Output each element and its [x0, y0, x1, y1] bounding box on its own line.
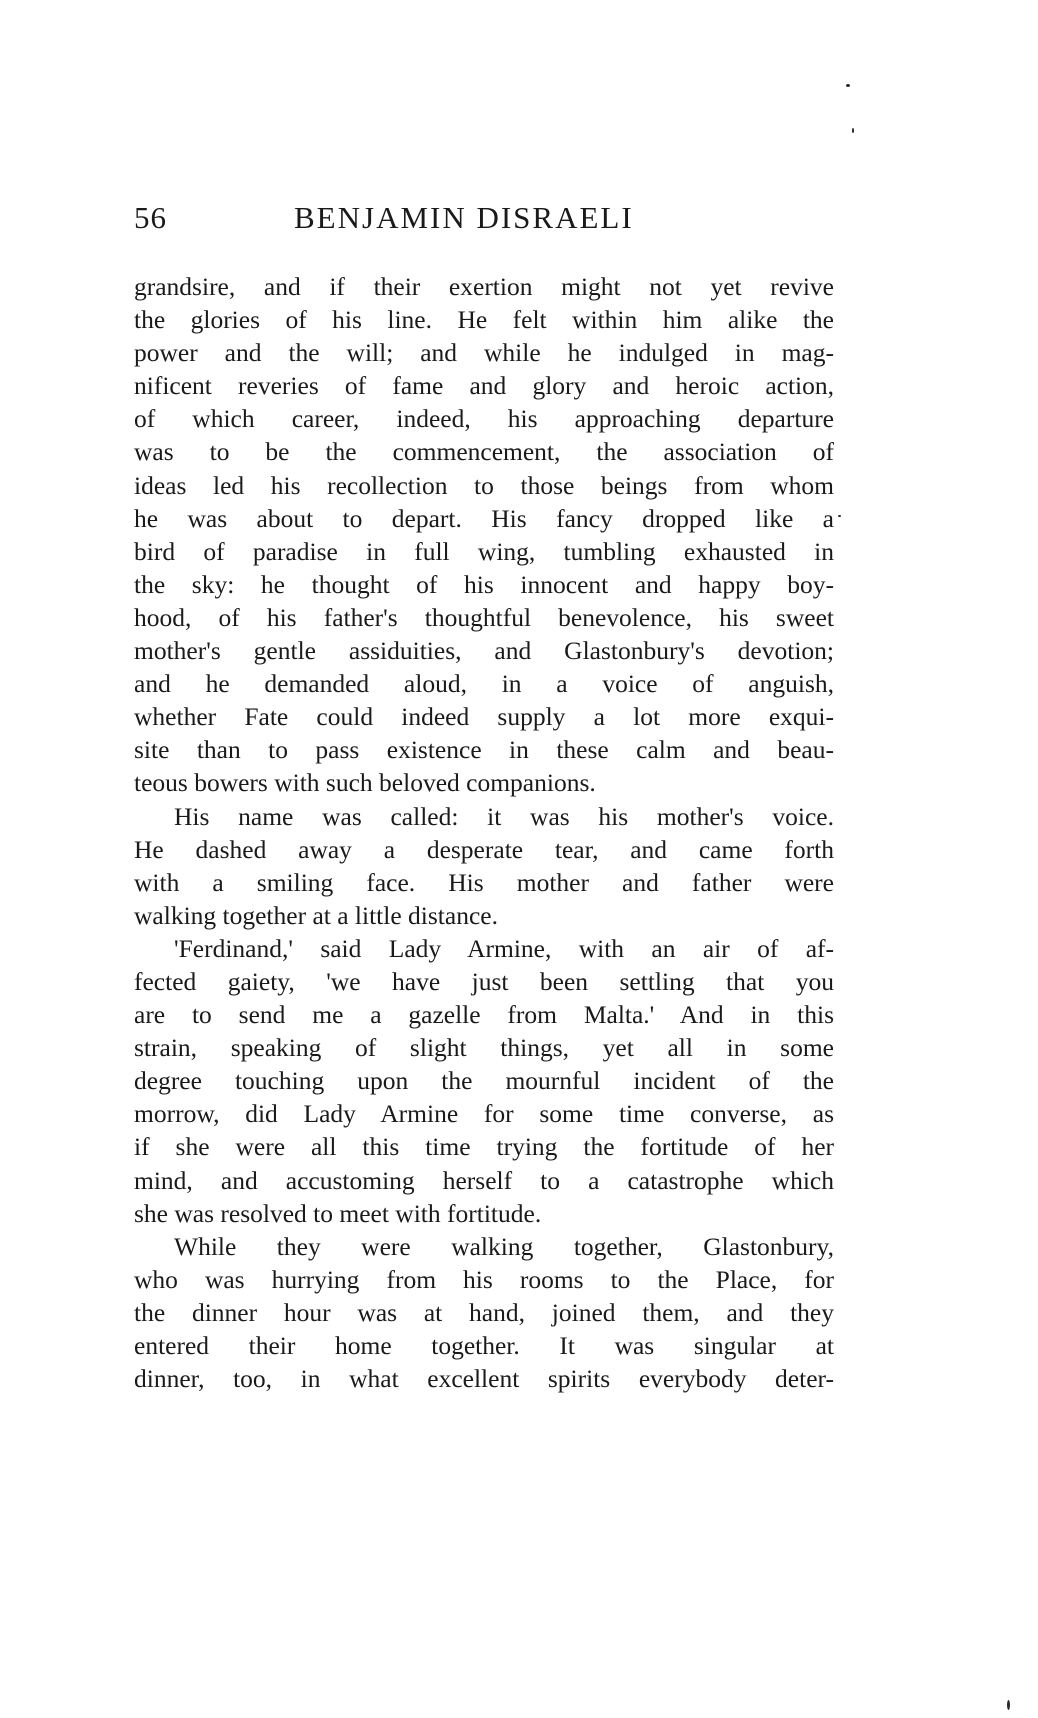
text-line: bird of paradise in full wing, tumbling exhausted in — [134, 536, 834, 566]
text-line: are to send me a gazelle from Malta.' And in this — [134, 1000, 834, 1030]
paragraph-end-line: teous bowers with such beloved companions. — [134, 768, 596, 798]
text-line: dinner, too, in what excellent spirits everybody deter- — [134, 1364, 834, 1394]
paragraph-end-line: she was resolved to meet with fortitude. — [134, 1198, 542, 1228]
text-line: power and the will; and while he indulged in mag- — [134, 338, 834, 368]
text-line: hood, of his father's thoughtful benevolence, his sweet — [134, 602, 834, 632]
text-line: He dashed away a desperate tear, and came forth — [134, 834, 834, 864]
text-line: with a smiling face. His mother and father were — [134, 867, 834, 897]
text-line: was to be the commencement, the association of — [134, 437, 834, 467]
page-number: 56 — [134, 200, 167, 235]
scan-speck — [1007, 1700, 1010, 1710]
body-text — [134, 270, 834, 1395]
text-line: nificent reveries of fame and glory and heroic action, — [134, 371, 834, 401]
paragraph-start-line: His name was called: it was his mother's voice. — [174, 801, 834, 831]
text-line: mind, and accustoming herself to a catastrophe which — [134, 1165, 834, 1195]
text-line: who was hurrying from his rooms to the Place, for — [134, 1264, 834, 1294]
paragraph-start-line: 'Ferdinand,' said Lady Armine, with an air of af- — [174, 933, 834, 963]
text-line: mother's gentle assiduities, and Glastonbury's devotion; — [134, 636, 834, 666]
text-line: degree touching upon the mournful incident of the — [134, 1066, 834, 1096]
text-line: site than to pass existence in these calm and beau- — [134, 735, 834, 765]
text-line: morrow, did Lady Armine for some time converse, as — [134, 1099, 834, 1129]
running-head — [134, 200, 834, 244]
text-line: he was about to depart. His fancy dropped like a — [134, 503, 834, 533]
text-line: ideas led his recollection to those beings from whom — [134, 470, 834, 500]
text-line: of which career, indeed, his approaching departure — [134, 404, 834, 434]
text-line: entered their home together. It was singular at — [134, 1331, 834, 1360]
text-line: if she were all this time trying the fortitude of her — [134, 1132, 834, 1162]
text-line: the glories of his line. He felt within him alike the — [134, 305, 834, 335]
text-line: and he demanded aloud, in a voice of anguish, — [134, 669, 834, 699]
text-line: grandsire, and if their exertion might not yet revive — [134, 272, 834, 301]
scan-speck — [846, 84, 850, 87]
text-line: whether Fate could indeed supply a lot more exqui- — [134, 702, 834, 732]
scan-speck — [838, 515, 841, 517]
text-line: the dinner hour was at hand, joined them, and they — [134, 1297, 834, 1327]
paragraph-start-line: While they were walking together, Glastonbury, — [174, 1231, 834, 1261]
book-title: BENJAMIN DISRAELI — [294, 200, 634, 235]
scan-speck — [852, 128, 854, 133]
paragraph-end-line: walking together at a little distance. — [134, 900, 498, 930]
text-line: the sky: he thought of his innocent and happy boy- — [134, 569, 834, 599]
text-line: fected gaiety, 'we have just been settling that you — [134, 966, 834, 996]
text-line: strain, speaking of slight things, yet all in some — [134, 1033, 834, 1063]
